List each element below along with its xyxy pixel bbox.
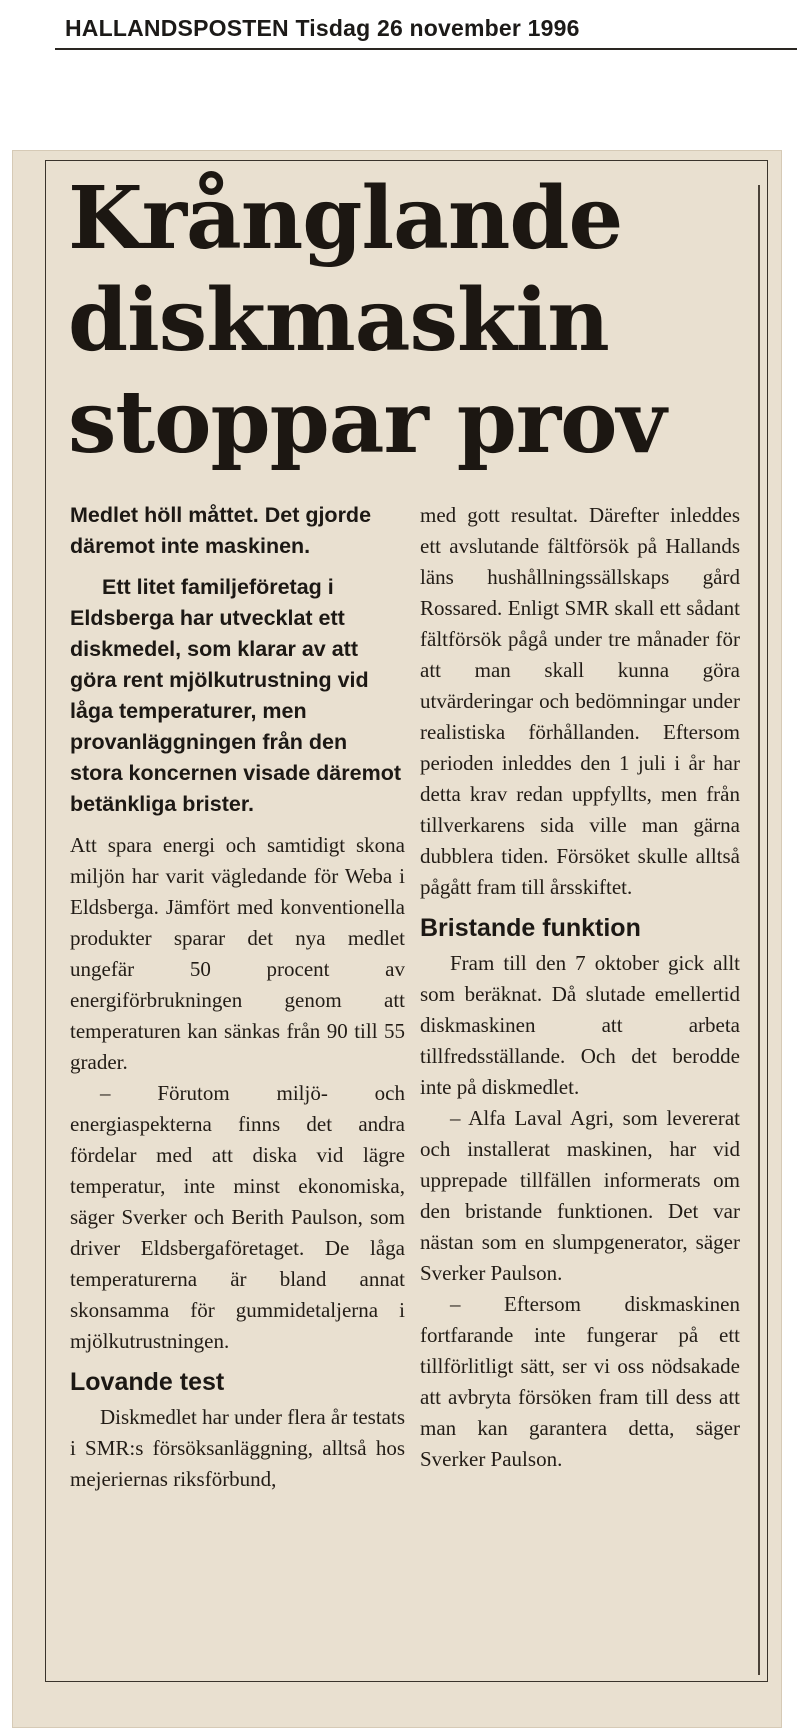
- body-paragraph: Att spara energi och samtidigt skona miljön har varit vägledande för Weba i Eldsberga. Jämfört med konventionella produkter sparar det nya medlet ungefär 50 procent av energiförbrukningen genom att temperaturen kan sänkas från 90 till 55 grader.: [70, 833, 405, 1074]
- headline-line-2: diskmaskin: [68, 270, 609, 371]
- right-column: [420, 500, 740, 1475]
- newspaper-masthead: [55, 8, 797, 50]
- lead-paragraph-2: Ett litet familjeföretag i Eldsberga har utvecklat ett diskmedel, som klarar av att göra rent mjölkutrustning vid låga temperaturer, men provanläggningen från den stora koncernen visade däremot betänkliga brister.: [70, 575, 401, 816]
- body-paragraph: med gott resultat. Därefter inleddes ett avslutande fältförsök på Hallands läns hushållningssällskaps gård Rossared. Enligt SMR skall ett sådant fältförsök pågå under tre månader för att man skall kunna göra utvärderingar och bedömningar under realistiska förhållanden. Eftersom perioden inleddes den 1 juli i år har detta krav redan uppfyllts, men från tillverkarens sida ville man gärna dubblera tiden. Försöket skulle alltså pågått fram till årsskiftet.: [420, 503, 740, 899]
- body-paragraph: Fram till den 7 oktober gick allt som beräknat. Då slutade emellertid diskmaskinen att arbeta tillfredsställande. Och det berodde inte på diskmedlet.: [420, 951, 740, 1099]
- lead-paragraph-1: Medlet höll måttet. Det gjorde däremot inte maskinen.: [70, 503, 372, 558]
- headline-line-3: stoppar prov: [68, 372, 666, 473]
- body-paragraph: Diskmedlet har under flera år testats i SMR:s försöksanläggning, alltså hos mejeriernas riksförbund,: [70, 1405, 405, 1491]
- masthead-text: HALLANDSPOSTEN Tisdag 26 november 1996: [65, 15, 580, 41]
- headline: [68, 168, 748, 474]
- subheading-lovande-test: Lovande test: [70, 1368, 225, 1396]
- spacer: [70, 820, 405, 830]
- column-rule: [758, 185, 760, 1675]
- spacer: [70, 562, 405, 572]
- left-column: [70, 500, 405, 1495]
- body-paragraph: – Förutom miljö- och energiaspekterna finns det andra fördelar med att diska vid lägre temperatur, inte minst ekonomiska, säger Sverker och Berith Paulson, som driver Eldsbergaföretaget. De låga temperaturerna är bland annat skonsamma för gummidetaljerna i mjölkutrustningen.: [70, 1081, 405, 1353]
- body-paragraph: – Eftersom diskmaskinen fortfarande inte fungerar på ett tillförlitligt sätt, ser vi oss nödsakade att avbryta försöken fram till dess att man kan garantera detta, säger Sverker Paulson.: [420, 1292, 740, 1471]
- subheading-bristande-funktion: Bristande funktion: [420, 914, 641, 942]
- body-paragraph: – Alfa Laval Agri, som levererat och installerat maskinen, har vid upprepade tillfällen informerats om den bristande funktionen. Det var nästan som en slumpgenerator, säger Sverker Paulson.: [420, 1106, 740, 1285]
- headline-line-1: Krånglande: [68, 168, 623, 269]
